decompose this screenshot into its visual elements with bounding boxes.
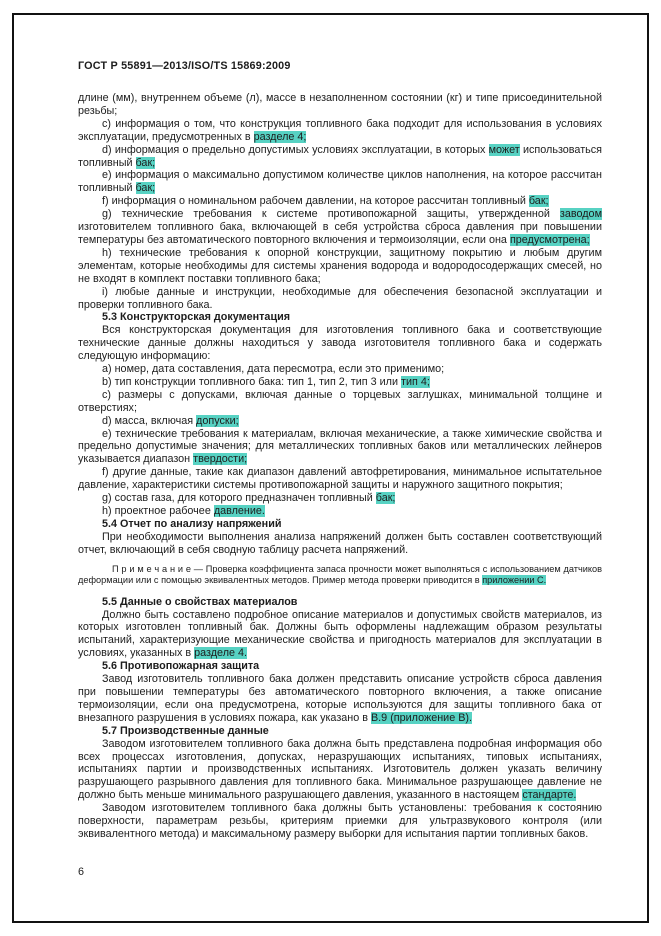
highlighted-text: твердости; bbox=[193, 453, 248, 466]
list-item: e) информация о максимально допустимом количестве циклов наполнения, на которое рассчитан топливный бак; bbox=[78, 169, 602, 195]
list-item: i) любые данные и инструкции, необходимые для обеспечения безопасной эксплуатации и проверки топливного бака. bbox=[78, 285, 602, 311]
paragraph: Завод изготовитель топливного бака должен представить описание устройств сброса давления при повышении температуры без автоматического повторного включения, а также описание термоизоляции, если она предусмотрена, которые используются для защиты топливного бака от внезапного разрушения в условиях пожара, как указано в B.9 (приложение B). bbox=[78, 673, 602, 724]
list-item: e) технические требования к материалам, включая механические, а также химические свойства и предельно допустимые значения; для металлических топливных баков или металлических лейнеров указывается диапазон твердости; bbox=[78, 427, 602, 466]
list-item: c) информация о том, что конструкция топливного бака подходит для использования в условиях эксплуатации, предусмотренных в разделе 4; bbox=[78, 117, 602, 143]
highlighted-text: приложении C. bbox=[482, 574, 547, 585]
highlighted-text: разделе 4. bbox=[194, 647, 247, 660]
list-item: f) информация о номинальном рабочем давлении, на которое рассчитан топливный бак; bbox=[102, 195, 549, 208]
paragraph: Должно быть составлено подробное описание материалов и допустимых свойств материалов, из которых изготовлен топливный бак. Должны быть оформлены надлежащим образом результаты испытаний, характеризующие механические свойства и пригодность материалов для эксплуатации в условиях, указанных в разделе 4. bbox=[78, 608, 602, 660]
highlighted-text: бак; bbox=[528, 195, 549, 208]
highlighted-text: может bbox=[488, 143, 520, 156]
list-item: c) размеры с допусками, включая данные о торцевых заглушках, минимальной толщине и отверстиях; bbox=[78, 388, 602, 414]
list-item: d) информация о предельно допустимых условиях эксплуатации, в которых может использоваться топливный бак; bbox=[78, 143, 603, 169]
highlighted-text: разделе 4; bbox=[253, 130, 307, 143]
paragraph: Заводом изготовителем топливного бака должна быть представлена подробная информация обо всех процессах изготовления, допусках, неразрушающих испытаниях, типовых испытаниях, испытаниях партии и производственных испытаниях. Изготовитель должен указать величину разрушающего разрывного давления для топливного бака. Минимальное разрушающее давление не должно быть меньше минимального разрушающего давления, указанного в настоящем стандарте. bbox=[78, 737, 602, 802]
highlighted-text: допуски; bbox=[196, 414, 239, 427]
paragraph: Заводом изготовителем топливного бака должны быть установлены: требования к состоянию поверхности, параметрам резьбы, критериям приемки для ультразвукового контроля (или эквивалентного метода) и максимальному размеру выборки для испытания партии топливных баков. bbox=[78, 802, 602, 840]
list-item: g) состав газа, для которого предназначен топливный бак; bbox=[102, 492, 396, 505]
running-header: ГОСТ Р 55891—2013/ISO/TS 15869:2009 bbox=[78, 60, 291, 72]
highlighted-text: заводом bbox=[559, 208, 602, 221]
highlighted-text: предусмотрена; bbox=[509, 233, 590, 246]
highlighted-text: стандарте. bbox=[522, 789, 577, 802]
list-item: h) технические требования к опорной конструкции, защитному покрытию и любым другим элементам, которые необходимы для системы хранения водорода и водородосодержащих смесей, но не входят в комплект поставки топливного бака; bbox=[78, 246, 602, 285]
section-heading: 5.4 Отчет по анализу напряжений bbox=[102, 517, 282, 530]
highlighted-text: тип 4; bbox=[401, 375, 430, 388]
section-heading: 5.6 Противопожарная защита bbox=[102, 660, 260, 673]
section-heading: 5.3 Конструкторская документация bbox=[102, 311, 291, 324]
list-item: d) масса, включая допуски; bbox=[102, 414, 239, 427]
section-heading: 5.7 Производственные данные bbox=[102, 724, 269, 737]
list-item: b) тип конструкции топливного бака: тип 1, тип 2, тип 3 или тип 4; bbox=[102, 375, 430, 388]
highlighted-text: бак; bbox=[135, 156, 156, 169]
highlighted-text: давление. bbox=[213, 505, 265, 517]
document-body bbox=[78, 92, 602, 841]
page-number: 6 bbox=[78, 866, 85, 878]
paragraph: Вся конструкторская документация для изготовления топливного бака и соответствующие технические данные должны находиться у завода изготовителя топливного бака и содержать следующую информацию: bbox=[78, 324, 602, 363]
list-item: g) технические требования к системе противопожарной защиты, утвержденной заводом изготовителем топливного бака, включающей в себя устройства сброса давления при повышении температуры без автоматического повторного включения и термоизоляции, если она предусмотрена; bbox=[78, 208, 602, 246]
highlighted-text: бак; bbox=[375, 492, 396, 505]
paragraph-continuation: длине (мм), внутреннем объеме (л), массе в незаполненном состоянии (кг) и типе присоединительной резьбы; bbox=[78, 92, 602, 117]
highlighted-text: бак; bbox=[135, 182, 156, 195]
section-heading: 5.5 Данные о свойствах материалов bbox=[102, 595, 298, 608]
list-item: f) другие данные, такие как диапазон давлений автофретирования, минимальное испытательное давление, характеристики системы противопожарной защиты и наружного защитного покрытия; bbox=[78, 466, 602, 492]
paragraph: При необходимости выполнения анализа напряжений должен быть составлен соответствующий отчет, включающий в себя сводную таблицу расчета напряжений. bbox=[78, 530, 602, 556]
highlighted-text: B.9 (приложение B). bbox=[370, 711, 472, 724]
list-item: h) проектное рабочее давление. bbox=[102, 505, 265, 517]
note-paragraph: П р и м е ч а н и е — Проверка коэффициента запаса прочности может выполняться с использованием датчиков деформации или с помощью эквивалентных методов. Пример метода проверки приводится в приложении C. bbox=[78, 563, 602, 585]
list-item: a) номер, дата составления, дата пересмотра, если это применимо; bbox=[102, 363, 445, 376]
